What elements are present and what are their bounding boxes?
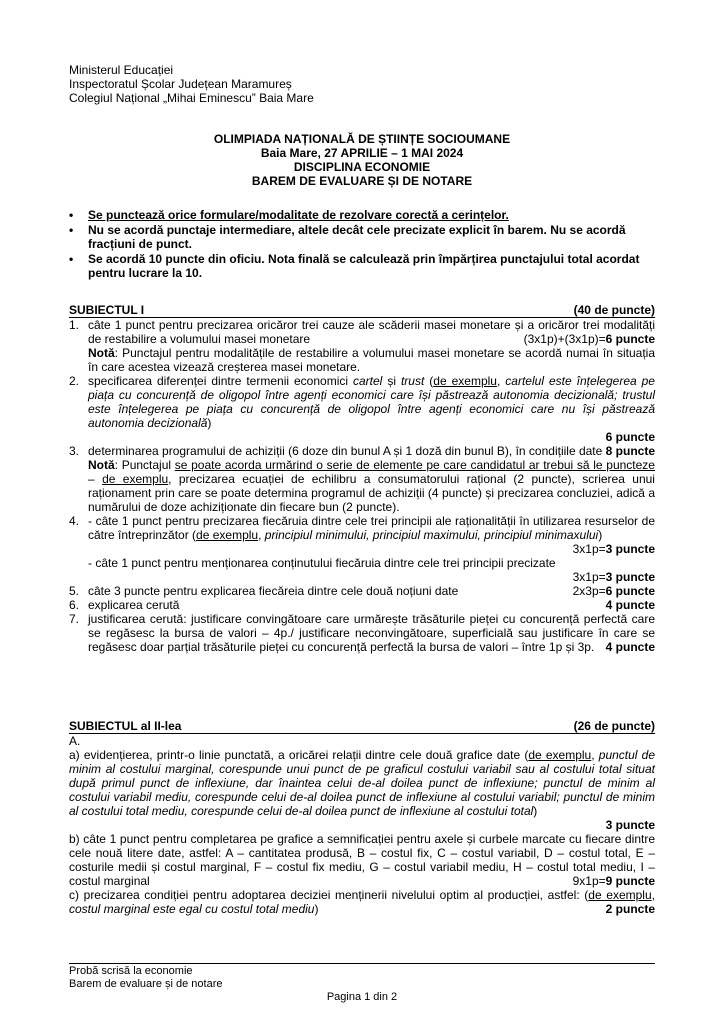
footer-exam-line: Probă scrisă la economie [69,965,193,977]
item-text: a) evidențierea, printr-o linie punctată, a oricărei relații dintre cele două grafice date ( [69,748,529,762]
section-title: SUBIECTUL I [69,303,145,317]
rule-text: Nu se acordă punctaje intermediare, altele decât cele precizate explicit în barem. Nu se acordă fracțiuni de punct. [88,223,626,251]
section-2-heading [69,719,655,734]
score-value: 3 puncte [605,542,655,556]
item-text: ) [598,528,603,542]
note-label: Notă [88,346,115,360]
item-text: b) câte 1 punct pentru completarea pe grafice a semnificației pentru axele și curbele marcate cu fiecare dintre cele nouă litere date, astfel: A – cantitatea produsă, B – costul fix, C – costul variabil, D – costul total, E – costurile medii și costul marginal, F – costul fix mediu, G – costul variabil mediu, H – costul total mediu, I – costul marginal [69,832,655,888]
bullet-icon: • [69,223,74,237]
item-text: ) [533,804,538,818]
term: trust [400,374,425,388]
inspectorate-line: Inspectoratul Școlar Județean Maramureș [69,77,292,91]
example-text: principiul minimului, principiul maximului, principiul minimaxului [264,528,599,542]
list-item [69,444,655,514]
subsection-letter: A. [69,734,81,748]
example-text: costul marginal este egal cu costul total mediu [69,902,315,916]
list-item [69,514,655,584]
item-number: 6. [69,598,80,612]
document-title [0,132,724,188]
item-text: și [382,374,401,388]
rule-text: Se acordă 10 puncte din oficiu. Nota finală se calculează prin împărțirea punctajului total acordat pentru lucrare la 10. [88,252,640,280]
discipline-title: DISCIPLINA ECONOMIE [293,160,431,174]
example-label: de exemplu [528,748,592,762]
item-number: 3. [69,444,80,458]
item-score: 4 puncte [605,598,655,612]
item-score [524,332,655,346]
item-text: , [591,748,599,762]
item-text: explicarea cerută [88,598,180,612]
bullet-icon: • [69,208,74,222]
score-value: 6 puncte [605,584,655,598]
item-number: 4. [69,514,80,528]
section-1-heading [69,303,655,318]
section-1-body [69,318,655,654]
item-text: , [651,888,655,902]
item-text: justificarea cerută: justificare convingătoare care urmărește trăsăturile pieței cu concurență perfectă care se regăsesc la bursa de valori – 4p./ justificare neconvingătoare, superficială sau justificare în care se regăsesc doar parțial trăsăturile pieței cu concurență perfectă la bursa de valori – între 1p și 3p. [88,612,655,654]
item-text: c) precizarea condiției pentru adoptarea deciziei menținerii nivelului optim al producției, astfel: ( [69,888,589,902]
list-item [69,598,655,612]
item-score: 8 puncte [605,444,655,458]
section-points: (40 de puncte) [573,303,655,317]
footer-barem-line: Barem de evaluare și de notare [69,978,223,990]
item-score [573,542,655,556]
note-text: se poate acorda urmărind o serie de elemente pe care candidatul ar trebui să le puncteze [174,458,655,472]
rule-text: Se punctează orice formulare/modalitate de rezolvare corectă a cerințelor. [88,208,509,222]
item-text: , [496,374,506,388]
score-value: 9 puncte [605,874,655,888]
item-score: 4 puncte [605,640,655,654]
item-text: ) [207,416,212,430]
list-item [69,374,655,444]
score-formula: 3x1p= [572,570,606,584]
page-number: Pagina 1 din 2 [326,991,398,1003]
example-text: punctul de minim al costului marginal, corespunde unui punct de pe graficul costului variabil sau al costului total situat după primul punct de inflexiune, dar înaintea celui de-al doilea punct de inflexiune; punctul de minim al costului variabil mediu, corespunde celui de-al doilea punct de inflexiune al costului variabil; punctul de minim al costului total mediu, corespunde celui de-al doilea punct de inflexiune al costului total [69,748,655,818]
item-text: ( [424,374,434,388]
list-item [69,318,655,374]
institution-header [69,63,314,105]
item-score [88,570,655,584]
item-number: 7. [69,612,80,626]
general-rules [69,208,659,281]
item-text: , [258,528,265,542]
score-value: 6 puncte [605,332,655,346]
list-item [69,584,655,598]
item-score: 6 puncte [605,430,655,444]
rule-item [69,223,659,251]
item-number: 5. [69,584,80,598]
section-title: SUBIECTUL al II-lea [69,719,182,733]
example-label: de exemplu [102,472,169,486]
section-2-body [69,734,655,916]
example-text: cartelul este înțelegerea pe piața cu concurență de oligopol între agenți economici care își păstrează autonomia decizională; trustul este înțelegerea pe piața cu concurență de oligopol între agenți economici care nu își păstrează autonomia decizională [88,374,655,430]
score-formula: 2x3p= [572,584,606,598]
item-text: câte 1 punct pentru precizarea oricăror trei cauze ale scăderii masei monetare și a oricăror trei modalități de restabilire a volumului masei monetare [88,318,655,346]
note-text: – [88,472,103,486]
footer [69,965,222,991]
term: cartel [353,374,383,388]
item-score [573,584,655,598]
part-b [69,832,655,888]
footer-divider [69,963,655,964]
rule-item [69,208,659,222]
note-text: , precizarea ecuației de echilibru a consumatorului rațional (2 puncte), scrierea unui raționament prin care se poate determina programul de achiziții (4 puncte) și precizarea concluziei, adică a numărului de doze achiziționate din fiecare bun (2 puncte). [88,472,655,514]
example-label: de exemplu [433,374,497,388]
item-score: 2 puncte [605,902,655,916]
item-text: specificarea diferenței dintre termenii economici [88,374,353,388]
list-item [69,612,655,654]
item-score [573,874,655,888]
section-points: (26 de puncte) [573,719,655,733]
example-label: de exemplu [588,888,652,902]
item-text: - câte 1 punct pentru menționarea conținutului fiecăruia dintre cele trei principii precizate [88,556,556,570]
item-text: ) [314,902,319,916]
item-text: câte 3 puncte pentru explicarea fiecăreia dintre cele două noțiuni date [88,584,459,598]
score-formula: (3x1p)+(3x1p)= [523,332,606,346]
olympiad-title: OLIMPIADA NAȚIONALĂ DE ȘTIINȚE SOCIOUMANE [213,132,511,146]
part-c [69,888,655,916]
part-a [69,748,655,832]
rule-item [69,252,659,280]
note-text: : Punctajul pentru modalitățile de restabilire a volumului masei monetare se acordă numai în situația în care acestea vizează creșterea masei monetare. [88,346,655,374]
score-formula: 3x1p= [572,542,606,556]
item-number: 2. [69,374,80,388]
example-label: de exemplu [196,528,259,542]
barem-title: BAREM DE EVALUARE ȘI DE NOTARE [251,174,473,188]
item-number: 1. [69,318,80,332]
item-score: 3 puncte [605,818,655,832]
note-text: : Punctajul [114,458,175,472]
bullet-icon: • [69,252,74,266]
score-value: 3 puncte [605,570,655,584]
olympiad-dates: Baia Mare, 27 APRILIE – 1 MAI 2024 [260,146,464,160]
college-line: Colegiul Național „Mihai Eminescu” Baia Mare [69,91,314,105]
score-formula: 9x1p= [572,874,606,888]
ministry-line: Ministerul Educației [69,63,174,77]
item-text: determinarea programului de achiziții (6 doze din bunul A și 1 doză din bunul B), în condițiile date [88,444,603,458]
item-text: - câte 1 punct pentru precizarea fiecăruia dintre cele trei principii ale raționalității în utilizarea resurselor de către întreprinzător ( [88,514,655,542]
note-label: Notă [88,458,115,472]
